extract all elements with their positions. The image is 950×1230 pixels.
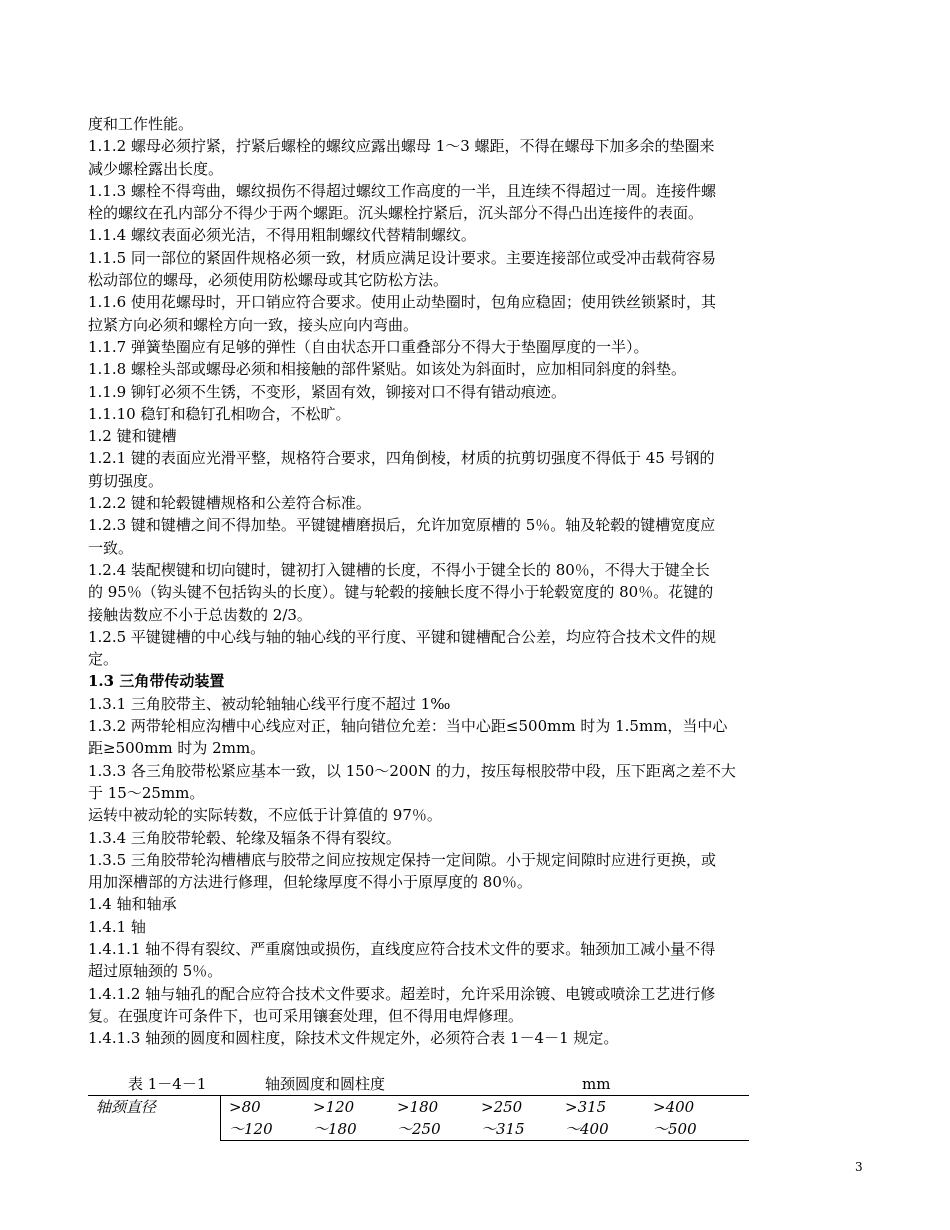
text-line: 剪切强度。 bbox=[88, 471, 164, 490]
text-line: 1.2.5 平键键槽的中心线与轴的轴心线的平行度、平键和键槽配合公差，均应符合技术文件的规 bbox=[88, 627, 716, 646]
text-line: 1.4.1.2 轴与轴孔的配合应符合技术文件要求。超差时，允许采用涂镀、电镀或喷涂工艺进行修 bbox=[88, 984, 716, 1003]
text-line: 1.3.2 两带轮相应沟槽中心线应对正，轴向错位允差：当中心距≤500mm 时为 1.5mm，当中心 bbox=[88, 717, 728, 736]
text-line: 栓的螺纹在孔内部分不得少于两个螺距。沉头螺栓拧紧后，沉头部分不得凸出连接件的表面。 bbox=[88, 204, 704, 223]
text-line: 1.3.3 各三角胶带松紧应基本一致，以 150～200N 的力，按压每根胶带中段，压下距离之差不大 bbox=[88, 761, 736, 780]
text-line: 1.1.8 螺栓头部或螺母必须和相接触的部件紧贴。如该处为斜面时，应加相同斜度的斜垫。 bbox=[88, 360, 686, 379]
subsection-heading: 1.4.1 轴 bbox=[88, 917, 146, 936]
text-line: 超过原轴颈的 5％。 bbox=[88, 962, 223, 981]
table-row bbox=[88, 1096, 749, 1119]
text-line: 运转中被动轮的实际转数，不应低于计算值的 97％。 bbox=[88, 806, 442, 825]
text-line: 1.3.5 三角胶带轮沟槽槽底与胶带之间应按规定保持一定间隙。小于规定间隙时应进行更换，或 bbox=[88, 850, 716, 869]
range-from-cell: >315 bbox=[557, 1096, 645, 1119]
range-from-cell: >400 bbox=[645, 1096, 749, 1119]
row-header-cell: 轴颈直径 bbox=[88, 1096, 221, 1141]
text-line: 1.4.1.3 轴颈的圆度和圆柱度，除技术文件规定外，必须符合表 1－4－1 规定。 bbox=[88, 1029, 619, 1048]
text-line: 拉紧方向必须和螺栓方向一致，接头应向内弯曲。 bbox=[88, 315, 419, 334]
text-line: 1.1.7 弹簧垫圈应有足够的弹性（自由状态开口重叠部分不得大于垫圈厚度的一半）。 bbox=[88, 337, 649, 356]
range-to-cell: ～315 bbox=[473, 1118, 557, 1141]
text-line: 的 95％（钩头键不包括钩头的长度）。键与轮毂的接触长度不得小于轮毂宽度的 80％。花键的 bbox=[88, 583, 714, 602]
text-line: 用加深槽部的方法进行修理，但轮缘厚度不得小于原厚度的 80％。 bbox=[88, 873, 532, 892]
range-from-cell: >180 bbox=[389, 1096, 473, 1119]
table-number: 表 1－4－1 bbox=[128, 1075, 207, 1093]
text-line: 1.2.1 键的表面应光滑平整，规格符合要求，四角倒棱，材质的抗剪切强度不得低于 45 号钢的 bbox=[88, 449, 715, 468]
range-to-cell: ～500 bbox=[645, 1118, 749, 1141]
text-line: 减少螺栓露出长度。 bbox=[88, 159, 224, 178]
text-line: 松动部位的螺母，必须使用防松螺母或其它防松方法。 bbox=[88, 271, 449, 290]
text-line: 于 15～25mm。 bbox=[88, 783, 205, 802]
range-to-cell: ～250 bbox=[389, 1118, 473, 1141]
range-to-cell: ～400 bbox=[557, 1118, 645, 1141]
text-line: 1.4.1.1 轴不得有裂纹、严重腐蚀或损伤，直线度应符合技术文件的要求。轴颈加工减小量不得 bbox=[88, 939, 716, 958]
text-line: 1.2.3 键和键槽之间不得加垫。平键键槽磨损后，允许加宽原槽的 5％。轴及轮毂的键槽宽度应 bbox=[88, 516, 716, 535]
journal-tolerance-table bbox=[88, 1095, 749, 1141]
section-heading: 1.4 轴和轴承 bbox=[88, 895, 177, 914]
text-line: 1.1.2 螺母必须拧紧，拧紧后螺栓的螺纹应露出螺母 1～3 螺距，不得在螺母下加多余的垫圈来 bbox=[88, 137, 715, 156]
range-to-cell: ～180 bbox=[305, 1118, 389, 1141]
table-unit: mm bbox=[582, 1075, 611, 1093]
section-heading: 1.3 三角带传动装置 bbox=[88, 672, 225, 691]
text-line: 1.2.4 装配楔键和切向键时，键初打入键槽的长度，不得小于键全长的 80％，不得大于键全长 bbox=[88, 560, 710, 579]
page-number: 3 bbox=[855, 1160, 863, 1174]
text-line: 复。在强度许可条件下，也可采用镶套处理，但不得用电焊修理。 bbox=[88, 1006, 524, 1025]
text-line: 定。 bbox=[88, 650, 119, 669]
text-line: 距≥500mm 时为 2mm。 bbox=[88, 739, 266, 758]
section-heading: 1.2 键和键槽 bbox=[88, 427, 177, 446]
text-line: 接触齿数应不小于总齿数的 2/3。 bbox=[88, 605, 312, 624]
text-line: 1.1.5 同一部位的紧固件规格必须一致，材质应满足设计要求。主要连接部位或受冲击载荷容易 bbox=[88, 248, 716, 267]
document-body bbox=[88, 113, 864, 1049]
text-line: 1.3.4 三角胶带轮毂、轮缘及辐条不得有裂纹。 bbox=[88, 828, 401, 847]
table-title: 轴颈圆度和圆柱度 bbox=[265, 1075, 386, 1093]
text-line: 1.1.10 稳钉和稳钉孔相吻合，不松旷。 bbox=[88, 404, 351, 423]
text-line: 1.1.6 使用花螺母时，开口销应符合要求。使用止动垫圈时，包角应稳固；使用铁丝锁紧时，其 bbox=[88, 293, 716, 312]
text-line: 1.1.4 螺纹表面必须光洁，不得用粗制螺纹代替精制螺纹。 bbox=[88, 226, 476, 245]
range-from-cell: >250 bbox=[473, 1096, 557, 1119]
text-line: 1.2.2 键和轮毂键槽规格和公差符合标准。 bbox=[88, 494, 371, 513]
text-line: 1.1.9 铆钉必须不生锈，不变形，紧固有效，铆接对口不得有错动痕迹。 bbox=[88, 382, 566, 401]
range-from-cell: >120 bbox=[305, 1096, 389, 1119]
text-line: 度和工作性能。 bbox=[88, 115, 194, 133]
text-line: 1.1.3 螺栓不得弯曲，螺纹损伤不得超过螺纹工作高度的一半，且连续不得超过一周。连接件螺 bbox=[88, 181, 716, 200]
text-line: 一致。 bbox=[88, 538, 134, 557]
range-from-cell: >80 bbox=[221, 1096, 306, 1119]
text-line: 1.3.1 三角胶带主、被动轮轴轴心线平行度不超过 1‰ bbox=[88, 694, 451, 713]
range-to-cell: ～120 bbox=[221, 1118, 306, 1141]
